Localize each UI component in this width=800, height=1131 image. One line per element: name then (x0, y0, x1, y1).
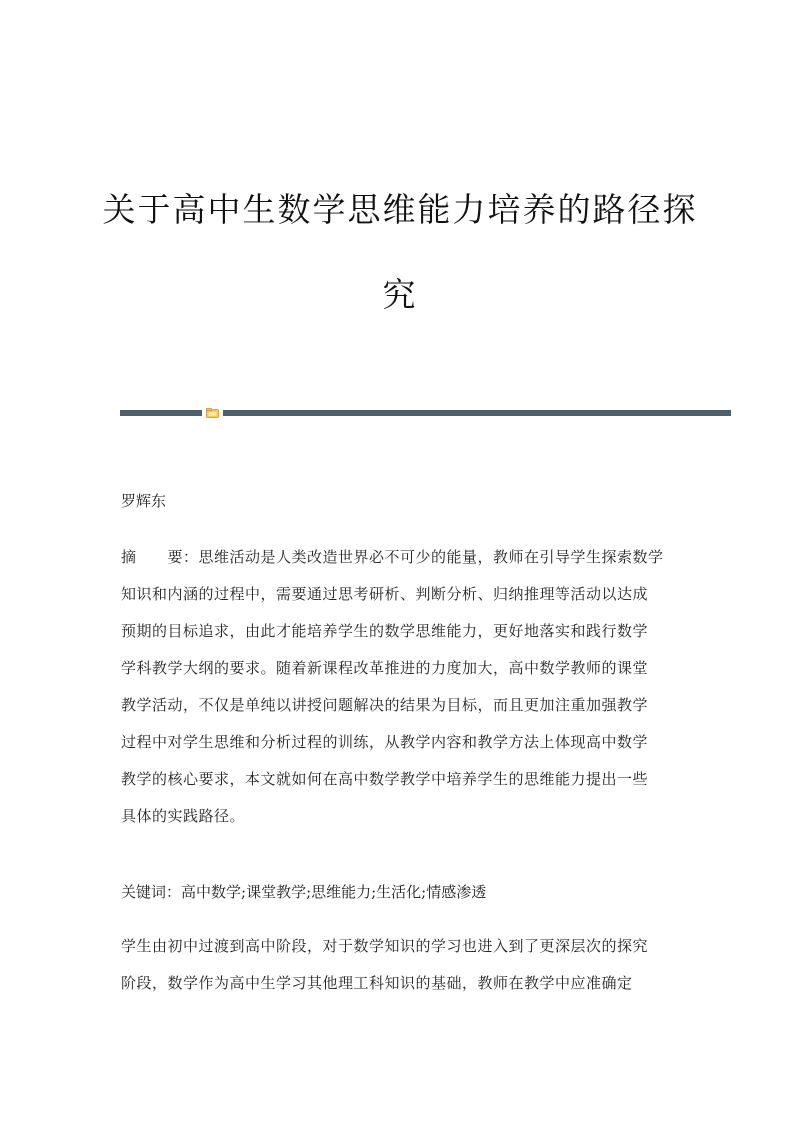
abstract-line: 过程中对学生思维和分析过程的训练，从教学内容和教学方法上体现高中数学 (121, 733, 649, 751)
divider-bar-left (120, 410, 202, 416)
folder-ornament-icon (206, 408, 219, 418)
abstract-line-text: 思维活动是人类改造世界必不可少的能量，教师在引导学生探索数学 (198, 548, 664, 566)
abstract-line: 学科教学大纲的要求。随着新课程改革推进的力度加大，高中数学教师的课堂 (121, 659, 649, 677)
abstract-line: 知识和内涵的过程中，需要通过思考研析、判断分析、归纳推理等活动以达成 (121, 585, 649, 603)
abstract-line: 预期的目标追求，由此才能培养学生的数学思维能力，更好地落实和践行数学 (121, 622, 649, 640)
document-title-line-2: 究 (382, 275, 418, 314)
body-line: 学生由初中过渡到高中阶段，对于数学知识的学习也进入到了更深层次的探究 (121, 937, 649, 955)
keywords-label: 关键词： (121, 883, 182, 901)
abstract-line: 教学的核心要求，本文就如何在高中数学教学中培养学生的思维能力提出一些 (121, 770, 649, 788)
abstract-line: 具体的实践路径。 (121, 807, 246, 825)
divider-bar-right (223, 410, 731, 416)
body-line: 阶段，数学作为高中生学习其他理工科知识的基础，教师在教学中应准确定 (121, 974, 633, 992)
keywords (121, 880, 681, 904)
document-title-line-1: 关于高中生数学思维能力培养的路径探 (102, 190, 698, 229)
abstract-line: 教学活动，不仅是单纯以讲授问题解决的结果为目标，而且更加注重加强教学 (121, 696, 649, 714)
body-paragraph (121, 928, 681, 1002)
abstract-line (121, 539, 681, 576)
author-name: 罗辉东 (121, 492, 167, 510)
abstract (121, 539, 681, 835)
title-divider (120, 408, 731, 418)
keywords-text: 高中数学;课堂教学;思维能力;生活化;情感渗透 (181, 883, 487, 901)
abstract-label: 摘 要： (121, 548, 199, 566)
